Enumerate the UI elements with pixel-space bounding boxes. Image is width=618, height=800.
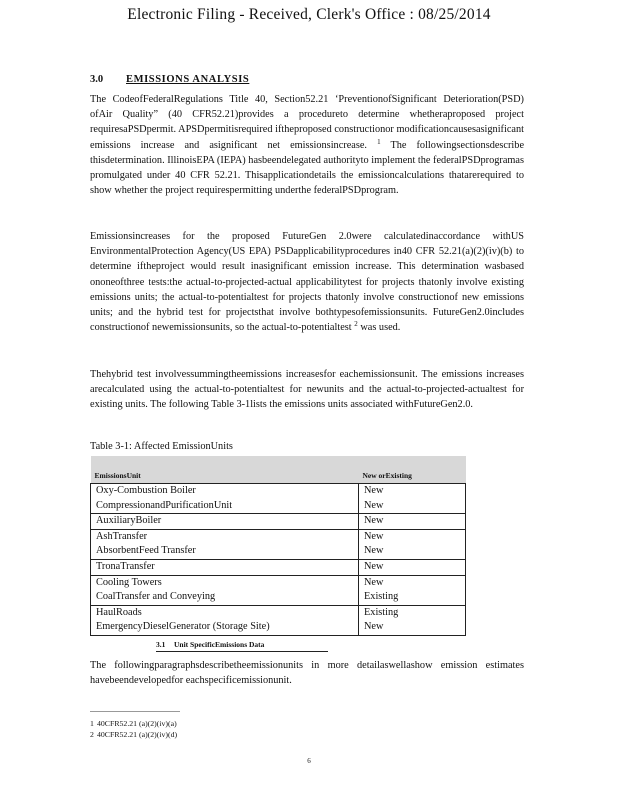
table-row [91,575,466,590]
unit-cell: EmergencyDieselGenerator (Storage Site) [91,620,359,635]
status-cell: New [359,514,466,530]
footnote-marker: 1 [90,719,94,728]
footnote-1 [90,719,177,728]
footnote-divider [90,711,180,712]
paragraph-applicability [90,229,524,335]
unit-cell: CompressionandPurificationUnit [91,499,359,514]
table-row [91,529,466,544]
paragraph-text: The followingsectionsdescribe thisdetermination. IllinoisEPA (IEPA) hasbeendelegated authorityto implement the federalPSDprogramas promulgated under 40 CFR 52.21. Thisapplicationdetails the emissioncalculations thatarerequired to show whether the project requirespermitting underthe federalPSDprogram. [90,139,525,197]
section-number: 3.0 [90,74,104,85]
unit-cell: Oxy-Combustion Boiler [91,484,359,499]
table-row [91,620,466,635]
unit-cell: TronaTransfer [91,559,359,575]
filing-header: Electronic Filing - Received, Clerk's Office : 08/25/2014 [127,6,491,23]
status-cell: New [359,529,466,544]
footnote-ref-1[interactable]: 1 [377,137,381,146]
footnote-text: 40CFR52.21 (a)(2)(iv)(d) [97,730,178,739]
footnote-2 [90,730,177,739]
footnote-text: 40CFR52.21 (a)(2)(iv)(a) [97,719,177,728]
table-row [91,605,466,620]
paragraph-psd-intro [90,92,524,198]
table-caption: Table 3-1: Affected EmissionUnits [90,441,233,452]
footnote-ref-2[interactable]: 2 [354,320,358,329]
unit-cell: AuxiliaryBoiler [91,514,359,530]
emission-units-table [90,456,466,636]
subsection-number: 3.1 [156,640,166,649]
paragraph-text: Emissionsincreases for the proposed FutureGen 2.0were calculatedinaccordance withUS EnvironmentalProtection Agency(US EPA) PSDapplicabilityprocedures in40 CFR 52.21(a)(2)(iv)(b) to determine iftheproject would result inasignificant emission increase. This determination wasbased ononeofthree tests:the actual-to-projected-actual applicabilitytest for projects thatonly involve existing emissions units; the actual-to-potentialtest for projects thatonly involve constructionof new emissions units; and the hybrid test for projectsthat involve bothtypesofemissionsunits. FutureGen2.0includes constructionof newemissionsunits, so the actual-to-potentialtest [90,231,524,334]
unit-cell: AshTransfer [91,529,359,544]
table-row [91,544,466,559]
unit-cell: Cooling Towers [91,575,359,590]
table-row [91,484,466,499]
table-row [91,559,466,575]
table-row [91,514,466,530]
subsection-title: Unit SpecificEmissions Data [174,640,265,649]
paragraph-emission-details: The followingparagraphsdescribetheemissionunits in more detailaswellashow emission estimates havebeendevelopedfor eachspecificemissionunit. [90,660,524,687]
section-title: EMISSIONS ANALYSIS [126,74,250,85]
status-cell: New [359,544,466,559]
unit-cell: HaulRoads [91,605,359,620]
table-row [91,499,466,514]
status-cell: Existing [359,590,466,605]
unit-cell: AbsorbentFeed Transfer [91,544,359,559]
section-heading [90,74,249,85]
status-cell: New [359,484,466,499]
paragraph-text: was used. [360,322,401,334]
page-number: 6 [307,757,311,765]
subsection-heading [156,640,328,652]
column-header-status: New orExisting [359,456,466,484]
unit-cell: CoalTransfer and Conveying [91,590,359,605]
table-header-row [91,456,466,484]
footnote-marker: 2 [90,730,94,739]
status-cell: New [359,499,466,514]
paragraph-hybrid-test: Thehybrid test involvessummingtheemissions increasesfor eachemissionsunit. The emissions increases arecalculated using the actual-to-potentialtest for newunits and the actual-to-projected-actualtest for existing units. The following Table 3-1lists the emissions units associated withFutureGen2.0. [90,369,524,411]
status-cell: New [359,559,466,575]
paragraph-text: The CodeofFederalRegulations Title 40, Section52.21 ‘PreventionofSignificant Deterioration(PSD) ofAir Quality” (40 CFR52.21)provides a procedureto determine whetheraproposed project requiresaPSDpermit. APSDpermitisrequired iftheproposed constructionor modificationcausesasignificant emissions increase and asignificant net emissionsincrease. [90,94,524,151]
table-row [91,590,466,605]
status-cell: New [359,620,466,635]
status-cell: Existing [359,605,466,620]
column-header-unit: EmissionsUnit [91,456,359,484]
status-cell: New [359,575,466,590]
